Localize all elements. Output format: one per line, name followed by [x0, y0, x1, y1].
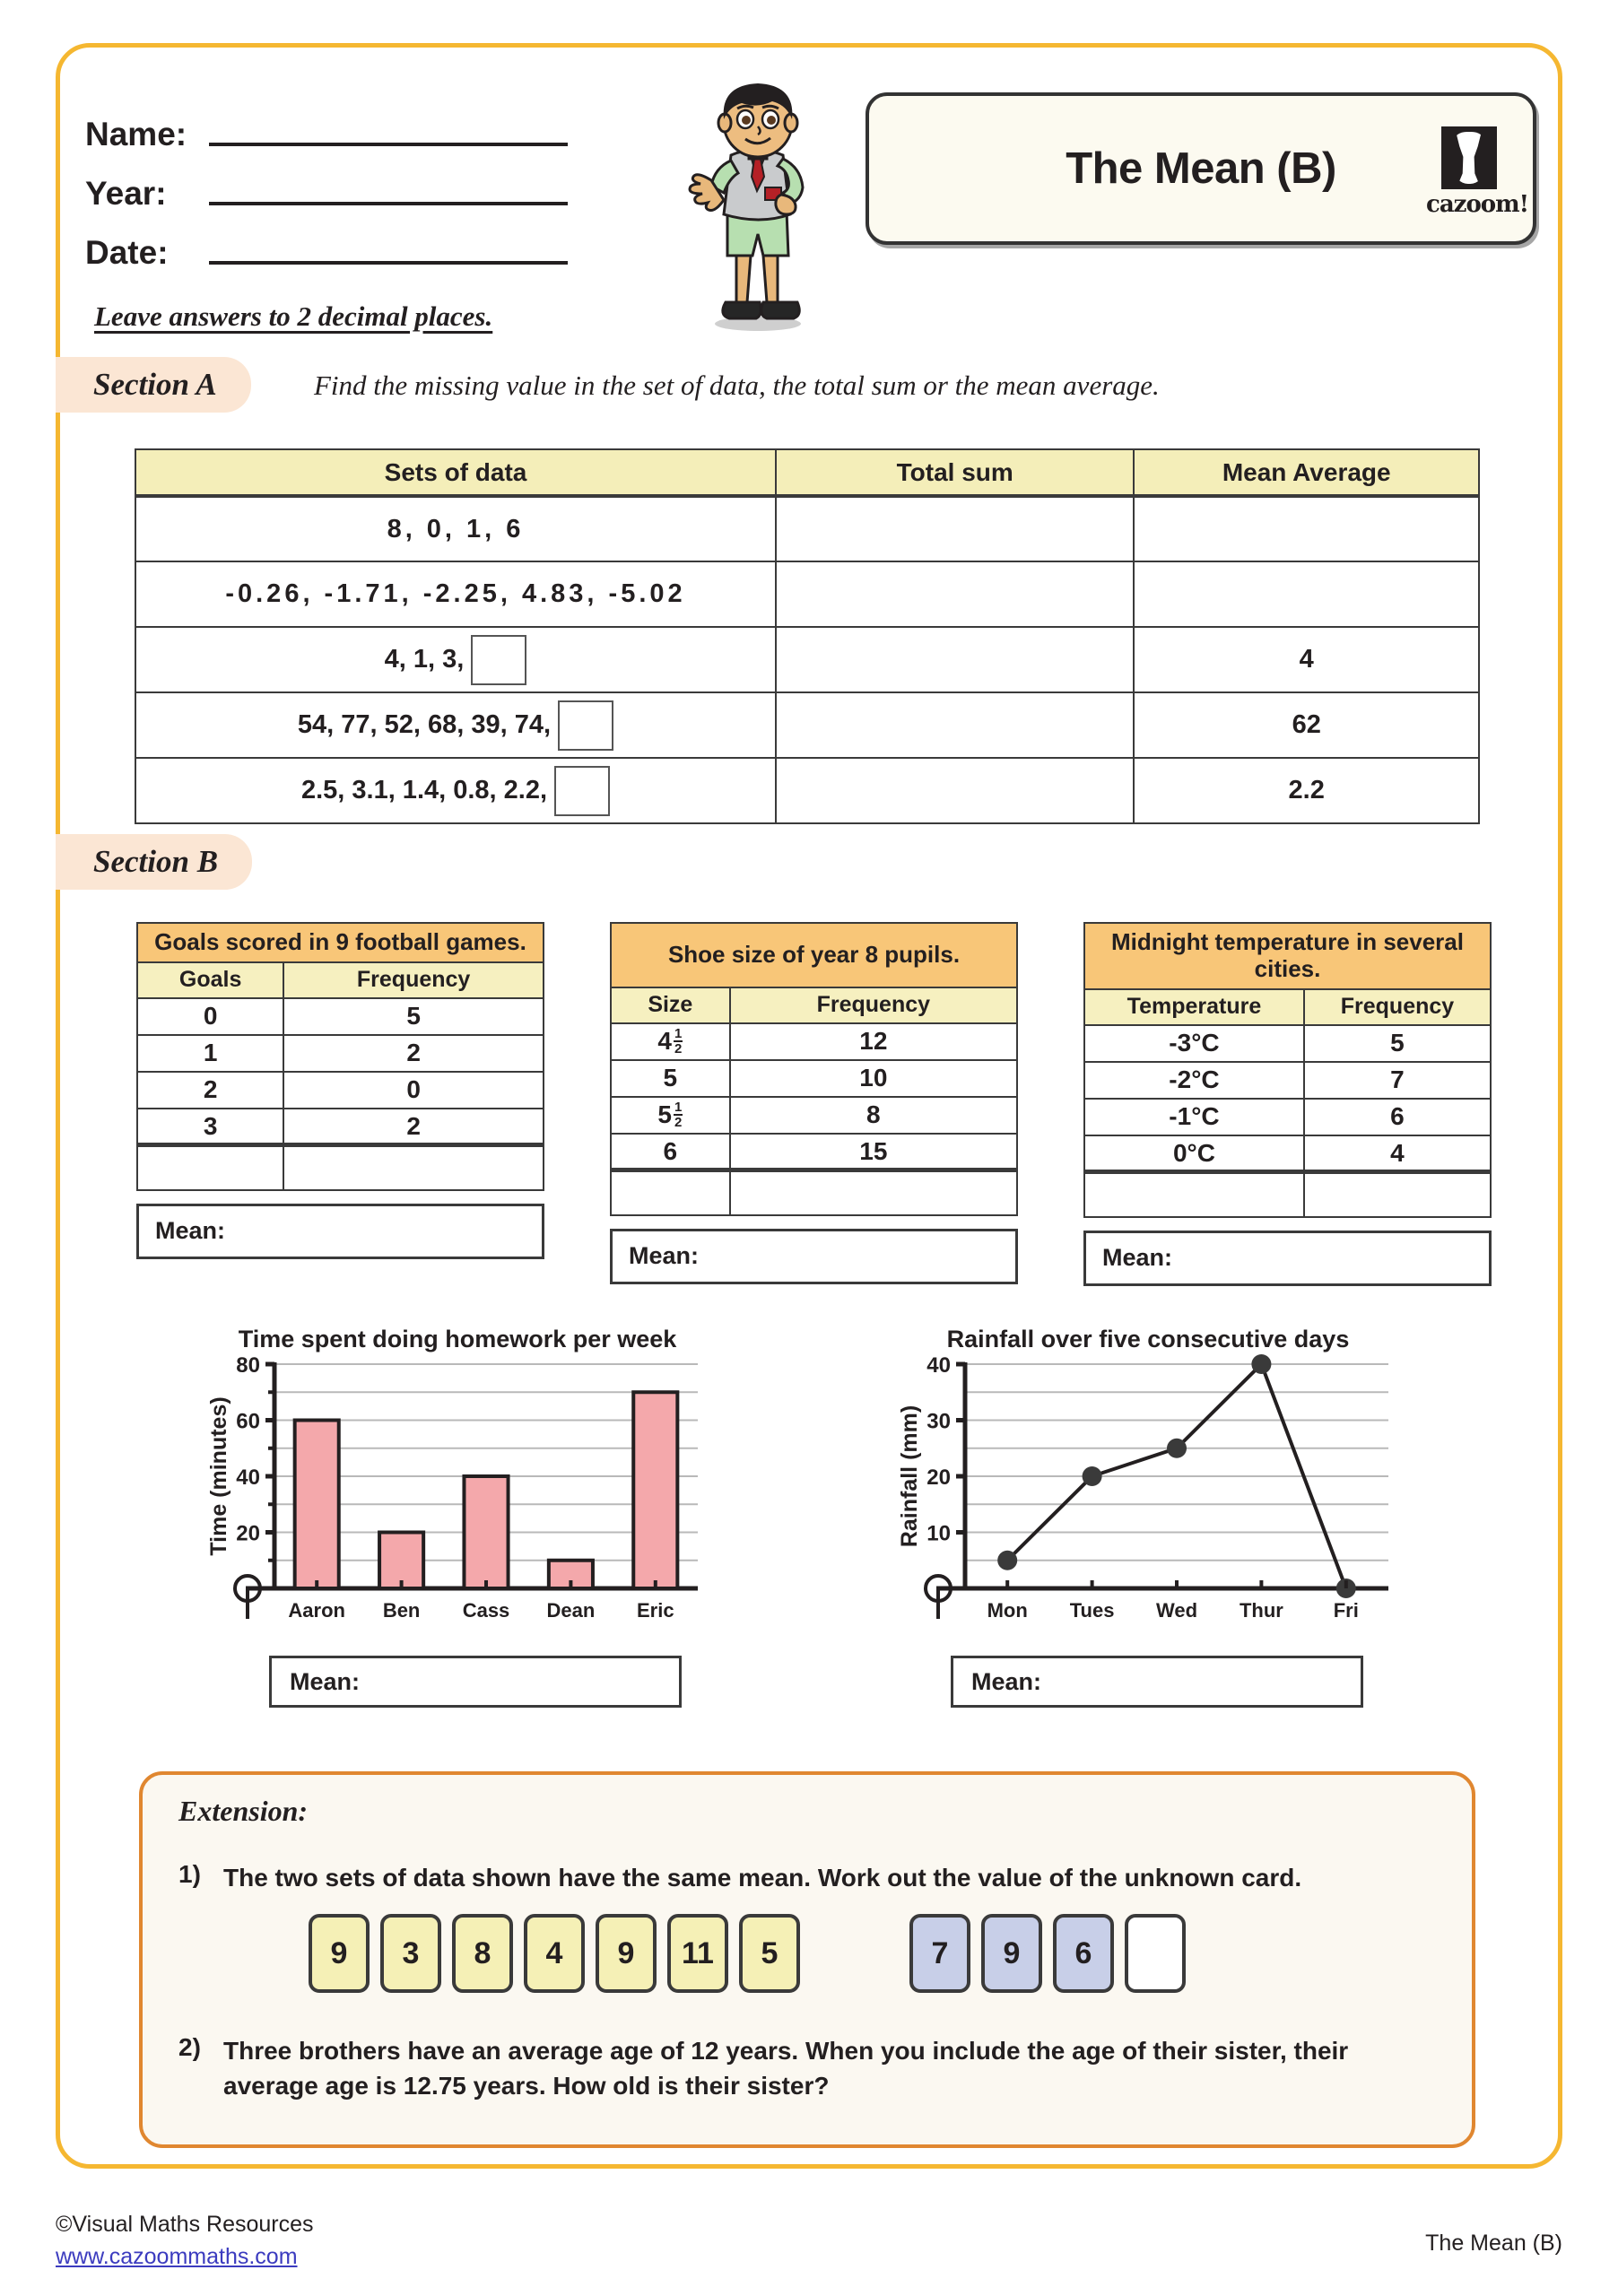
number-card[interactable]: 5	[739, 1914, 800, 1993]
svg-text:Fri: Fri	[1333, 1599, 1359, 1622]
table-row: -2°C 7	[1084, 1062, 1491, 1099]
line-chart-block	[897, 1326, 1399, 1708]
extension-q1-number: 1)	[178, 1860, 201, 1888]
total-sum-answer-cell[interactable]	[776, 758, 1134, 823]
line-chart	[897, 1353, 1399, 1649]
year-label: Year:	[85, 175, 167, 212]
year-field-row	[85, 153, 623, 213]
schoolboy-mascot-icon	[675, 76, 837, 336]
missing-value-input-box[interactable]	[471, 635, 526, 685]
svg-text:80: 80	[236, 1353, 260, 1378]
bar-chart	[206, 1353, 709, 1649]
total-sum-answer-cell[interactable]	[776, 561, 1134, 627]
svg-text:60: 60	[236, 1409, 260, 1434]
svg-text:Time (minutes): Time (minutes)	[206, 1396, 231, 1556]
svg-text:Rainfall (mm): Rainfall (mm)	[897, 1405, 922, 1548]
svg-text:Eric: Eric	[637, 1599, 674, 1622]
table-row: 0°C 4	[1084, 1135, 1491, 1172]
website-link[interactable]: www.cazoommaths.com	[56, 2244, 298, 2270]
table-total-row	[611, 1170, 1017, 1215]
name-label: Name:	[85, 116, 187, 152]
column-header-frequency: Frequency	[1304, 989, 1491, 1025]
student-details-block	[85, 94, 623, 272]
column-header-mean-average: Mean Average	[1134, 449, 1479, 496]
extension-q1-text: The two sets of data shown have the same mean. Work out the value of the unknown card.	[223, 1864, 1302, 1892]
total-input-cell[interactable]	[137, 1145, 283, 1190]
cazoom-wordmark: cazoom!	[1426, 191, 1529, 218]
date-field-row	[85, 213, 623, 272]
data-set-cell: 4, 1, 3,	[135, 627, 776, 692]
card-set-yellow	[309, 1914, 800, 1993]
table-row	[135, 758, 1479, 823]
column-header-total-sum: Total sum	[776, 449, 1134, 496]
mean-answer-cell[interactable]	[1134, 496, 1479, 561]
extension-q2-text: Three brothers have an average age of 12 years. When you include the age of their sister, their average age is 12.75 years. How old is their sister?	[223, 2037, 1349, 2100]
total-input-cell[interactable]	[1084, 1172, 1304, 1217]
svg-text:20: 20	[236, 1521, 260, 1546]
total-sum-answer-cell[interactable]	[776, 627, 1134, 692]
line-chart-title: Rainfall over five consecutive days	[946, 1326, 1350, 1352]
table-row: 2 0	[137, 1072, 544, 1109]
mean-answer-cell: 62	[1134, 692, 1479, 758]
data-set-cell: 8, 0, 1, 6	[135, 496, 776, 561]
frequency-table-temperature	[1083, 922, 1492, 1218]
number-card[interactable]: 4	[524, 1914, 585, 1993]
table-title-goals: Goals scored in 9 football games.	[137, 923, 544, 962]
mean-label: Mean:	[971, 1667, 1042, 1695]
footer-left	[56, 2208, 314, 2274]
svg-text:Thur: Thur	[1239, 1599, 1283, 1622]
frequency-table-goals-block	[136, 922, 544, 1259]
shoe-size-cell: 4 $\frac{1}{2}$	[611, 1023, 730, 1060]
table-header-row	[135, 449, 1479, 496]
table-title-temperature: Midnight temperature in several cities.	[1084, 923, 1491, 989]
section-a-table	[135, 448, 1480, 824]
shoe-size-cell: 5 $\frac{1}{2}$	[611, 1097, 730, 1134]
table-title-shoe-size: Shoe size of year 8 pupils.	[611, 923, 1017, 987]
vase-glyph-icon	[1454, 132, 1484, 184]
copyright-text: ©Visual Maths Resources	[56, 2212, 314, 2237]
table-row: 5 $\frac{1}{2}$ 8	[611, 1097, 1017, 1134]
mean-answer-box-line-chart[interactable]	[951, 1656, 1363, 1708]
column-header-size: Size	[611, 987, 730, 1023]
column-header-frequency: Frequency	[730, 987, 1017, 1023]
mean-label: Mean:	[629, 1242, 700, 1270]
section-a-instruction: Find the missing value in the set of data, the total sum or the mean average.	[314, 370, 1160, 401]
footer-page-title: The Mean (B)	[1425, 2231, 1562, 2256]
number-card[interactable]: 3	[380, 1914, 441, 1993]
svg-text:10: 10	[926, 1521, 951, 1546]
column-header-goals: Goals	[137, 962, 283, 998]
table-row: 6 15	[611, 1134, 1017, 1170]
frequency-table-shoe-size	[610, 922, 1018, 1216]
table-row: 3 2	[137, 1109, 544, 1145]
svg-text:Wed: Wed	[1155, 1599, 1198, 1622]
table-row: 0 5	[137, 998, 544, 1035]
table-total-row	[137, 1145, 544, 1190]
svg-text:Mon: Mon	[987, 1599, 1028, 1622]
mean-label: Mean:	[1102, 1244, 1173, 1272]
table-row	[135, 627, 1479, 692]
section-b-label: Section B	[93, 844, 219, 879]
mean-answer-box[interactable]	[136, 1204, 544, 1259]
date-label: Date:	[85, 234, 169, 271]
total-input-cell[interactable]	[1304, 1172, 1491, 1217]
number-card[interactable]: 11	[667, 1914, 728, 1993]
table-row	[135, 496, 1479, 561]
cazoom-logo	[1426, 126, 1529, 218]
table-row: -1°C 6	[1084, 1099, 1491, 1135]
mean-answer-box-bar-chart[interactable]	[269, 1656, 682, 1708]
unknown-card-input[interactable]	[1125, 1914, 1186, 1993]
frequency-table-goals	[136, 922, 544, 1191]
svg-text:20: 20	[926, 1465, 951, 1490]
svg-text:Aaron: Aaron	[288, 1599, 345, 1622]
svg-text:30: 30	[926, 1409, 951, 1434]
name-field-row	[85, 94, 623, 153]
missing-value-input-box[interactable]	[554, 766, 610, 816]
table-row: 1 2	[137, 1035, 544, 1072]
extension-box	[139, 1771, 1475, 2148]
mean-answer-box[interactable]	[1083, 1231, 1492, 1286]
column-header-temperature: Temperature	[1084, 989, 1304, 1025]
number-card[interactable]: 9	[981, 1914, 1042, 1993]
date-input-line[interactable]	[209, 261, 568, 265]
total-input-cell[interactable]	[611, 1170, 730, 1215]
instruction-note: Leave answers to 2 decimal places.	[94, 300, 493, 332]
cazoom-mark-icon	[1441, 126, 1497, 189]
page-title: The Mean (B)	[1066, 144, 1336, 193]
worksheet-header	[85, 85, 1538, 291]
total-input-cell[interactable]	[283, 1145, 544, 1190]
section-a-label: Section A	[93, 367, 217, 402]
table-row	[135, 561, 1479, 627]
svg-text:Cass: Cass	[462, 1599, 510, 1622]
card-set-blue	[909, 1914, 1186, 1993]
svg-text:40: 40	[236, 1465, 260, 1490]
number-card[interactable]: 8	[452, 1914, 513, 1993]
total-sum-answer-cell[interactable]	[776, 692, 1134, 758]
frequency-table-temperature-block	[1083, 922, 1492, 1286]
svg-text:Tues: Tues	[1069, 1599, 1115, 1622]
extension-q2-number: 2)	[178, 2033, 201, 2061]
table-row: -3°C 5	[1084, 1025, 1491, 1062]
section-b-header	[56, 834, 252, 890]
mean-answer-box[interactable]	[610, 1229, 1018, 1284]
year-input-line[interactable]	[209, 202, 568, 205]
number-card[interactable]: 6	[1053, 1914, 1114, 1993]
name-input-line[interactable]	[209, 143, 568, 146]
table-row	[135, 692, 1479, 758]
section-a-header	[56, 357, 251, 413]
svg-text:40: 40	[926, 1353, 951, 1378]
data-set-cell: 54, 77, 52, 68, 39, 74,	[135, 692, 776, 758]
number-card[interactable]: 7	[909, 1914, 970, 1993]
mean-answer-cell[interactable]	[1134, 561, 1479, 627]
worksheet-title-card	[866, 92, 1536, 245]
table-row: 4 $\frac{1}{2}$ 12	[611, 1023, 1017, 1060]
mean-answer-cell: 2.2	[1134, 758, 1479, 823]
mean-label: Mean:	[290, 1667, 361, 1695]
svg-text:Dean: Dean	[546, 1599, 596, 1622]
column-header-frequency: Frequency	[283, 962, 544, 998]
total-sum-answer-cell[interactable]	[776, 496, 1134, 561]
total-input-cell[interactable]	[730, 1170, 1017, 1215]
data-set-cell: 2.5, 3.1, 1.4, 0.8, 2.2,	[135, 758, 776, 823]
bar-chart-title: Time spent doing homework per week	[238, 1326, 677, 1352]
data-set-cell: -0.26, -1.71, -2.25, 4.83, -5.02	[135, 561, 776, 627]
mean-answer-cell: 4	[1134, 627, 1479, 692]
missing-value-input-box[interactable]	[558, 700, 613, 751]
table-total-row	[1084, 1172, 1491, 1217]
extension-title: Extension:	[178, 1795, 309, 1827]
number-card[interactable]: 9	[309, 1914, 370, 1993]
table-row: 5 10	[611, 1060, 1017, 1097]
mean-label: Mean:	[155, 1217, 226, 1245]
number-card[interactable]: 9	[596, 1914, 657, 1993]
frequency-table-shoe-size-block	[610, 922, 1018, 1284]
bar-chart-block	[206, 1326, 709, 1708]
svg-text:Ben: Ben	[382, 1599, 421, 1622]
column-header-sets-of-data: Sets of data	[135, 449, 776, 496]
